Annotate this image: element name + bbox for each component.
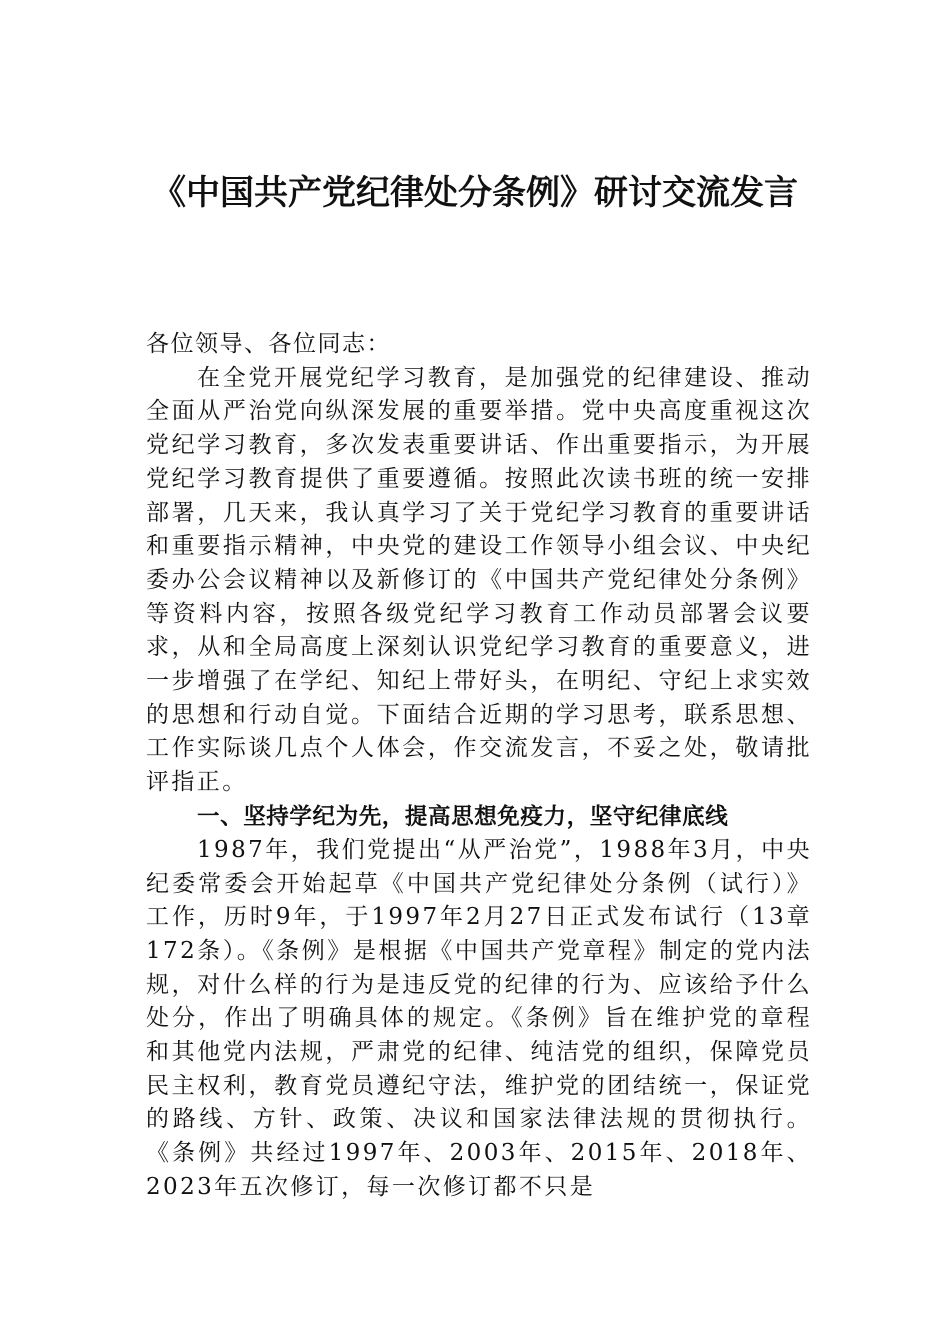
document-title: 《中国共产党纪律处分条例》研讨交流发言: [152, 173, 798, 213]
section-heading-1: 一、坚持学纪为先，提高思想免疫力，坚守纪律底线: [197, 803, 729, 830]
document-body: [146, 328, 812, 1205]
paragraph-history: 1987年，我们党提出“从严治党”，1988年3月，中央纪委常委会开始起草《中国共产党纪律处分条例（试行）》工作，历时9年，于1997年2月27日正式发布试行（13章172条）。《条例》是根据《中国共产党章程》制定的党内法规，对什么样的行为是违反党的纪律的行为、应该给予什么处分，作出了明确具体的规定。《条例》旨在维护党的章程和其他党内法规，严肃党的纪律、纯洁党的组织，保障党员民主权利，教育党员遵纪守法，维护党的团结统一，保证党的路线、方针、政策、决议和国家法律法规的贯彻执行。《条例》共经过1997年、2003年、2015年、2018年、2023年五次修订，每一次修订都不只是: [146, 836, 812, 1200]
greeting: 各位领导、各位同志：: [146, 331, 391, 357]
paragraph-intro: 在全党开展党纪学习教育，是加强党的纪律建设、推动全面从严治党向纵深发展的重要举措。党中央高度重视这次党纪学习教育，多次发表重要讲话、作出重要指示，为开展党纪学习教育提供了重要遵循。按照此次读书班的统一安排部署，几天来，我认真学习了关于党纪学习教育的重要讲话和重要指示精神，中央党的建设工作领导小组会议、中央纪委办公会议精神以及新修订的《中国共产党纪律处分条例》等资料内容，按照各级党纪学习教育工作动员部署会议要求，从和全局高度上深刻认识党纪学习教育的重要意义，进一步增强了在学纪、知纪上带好头，在明纪、守纪上求实效的思想和行动自觉。下面结合近期的学习思考，联系思想、工作实际谈几点个人体会，作交流发言，不妥之处，敬请批评指正。: [146, 364, 812, 796]
